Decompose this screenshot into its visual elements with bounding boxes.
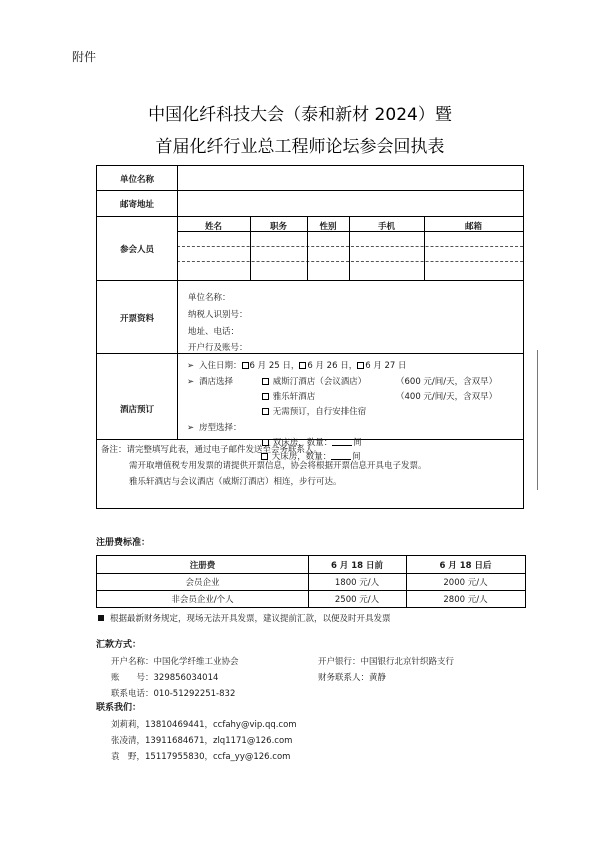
contact-person-2: 张凌清，13911684671，zlq1171@126.com xyxy=(111,736,293,746)
room-type-row xyxy=(187,421,242,433)
page-subtitle: 首届化纤行业总工程师论坛参会回执表 xyxy=(155,137,445,157)
twin-qty-field[interactable] xyxy=(332,438,352,446)
westin-price: （600 元/间/天，含双早） xyxy=(396,377,498,387)
arrow-icon: ➢ xyxy=(187,361,195,371)
checkbox[interactable] xyxy=(299,362,306,369)
fee-nonmember-label: 非会员企业/个人 xyxy=(171,595,234,605)
col-name: 姓名 xyxy=(204,222,222,232)
fee-header-type: 注册费 xyxy=(189,561,216,571)
hotel-label: 酒店预订 xyxy=(119,405,154,415)
checkin-row xyxy=(187,359,407,371)
unit-name-field[interactable] xyxy=(179,168,519,188)
fee-header-after: 6 月 18 日后 xyxy=(439,561,492,571)
hotel-option-none xyxy=(262,405,366,417)
hotel-choice-label: 酒店选择 xyxy=(199,377,234,387)
checkbox[interactable] xyxy=(242,362,249,369)
col-mobile: 手机 xyxy=(377,222,395,232)
col-email: 邮箱 xyxy=(464,222,482,232)
remit-bank: 开户银行：中国银行北京针织路支行 xyxy=(318,657,455,667)
room-unit: 间 xyxy=(353,438,362,448)
fee-note-text: 根据最新财务规定，现场无法开具发票，建议提前汇款，以便及时开具发票 xyxy=(110,614,391,624)
invoice-unit-name: 单位名称： xyxy=(188,293,231,303)
contact-person-1: 刘莉莉，13810469441，ccfahy@vip.qq.com xyxy=(111,720,297,730)
invoice-bank-account: 开户行及账号： xyxy=(188,343,248,353)
contact-heading: 联系我们： xyxy=(96,703,142,713)
note-line-3: 雅乐轩酒店与会议酒店（威斯汀酒店）相连，步行可达。 xyxy=(129,477,342,487)
attendees-label: 参会人员 xyxy=(119,245,154,255)
twin-label: 双床房，数量： xyxy=(272,438,333,448)
unit-name-label: 单位名称 xyxy=(119,175,154,185)
hotel-option-westin xyxy=(262,375,366,387)
col-gender: 性别 xyxy=(319,222,337,232)
fee-nonmember-before: 2500 元/人 xyxy=(334,595,380,605)
invoice-address-phone: 地址、电话： xyxy=(188,327,240,337)
date-option-26: 6 月 26 日， xyxy=(307,361,358,371)
remit-finance-contact: 财务联系人：黄静 xyxy=(318,673,387,683)
king-label: 大床房，数量： xyxy=(271,452,332,462)
remit-phone: 联系电话：010-51292251-832 xyxy=(111,689,236,699)
note-line-2: 需开取增值税专用发票的请提供开票信息，协会将根据开票信息开具电子发票。 xyxy=(129,461,427,471)
margin-line xyxy=(537,350,538,490)
col-title: 职务 xyxy=(269,222,287,232)
fee-member-before: 1800 元/人 xyxy=(334,578,380,588)
bullet-square-icon xyxy=(98,615,104,621)
mailing-address-field[interactable] xyxy=(179,193,519,213)
remit-account-no: 账 号：329856034014 xyxy=(111,673,219,683)
checkbox[interactable] xyxy=(262,393,269,400)
fee-header-before: 6 月 18 日前 xyxy=(330,561,384,571)
checkin-label: 入住日期： xyxy=(199,361,242,371)
hotel-option-aloft xyxy=(262,390,315,402)
fee-table xyxy=(96,555,526,608)
hotel-choice-row xyxy=(187,375,233,387)
note-line-1: 备注：请完整填写此表，通过电子邮件发送至会务联系人。 xyxy=(101,445,323,455)
remit-heading: 汇款方式： xyxy=(96,640,142,650)
arrow-icon: ➢ xyxy=(187,423,195,433)
date-option-27: 6 月 27 日 xyxy=(365,361,407,371)
aloft-name: 雅乐轩酒店 xyxy=(272,392,316,402)
room-type-label: 房型选择： xyxy=(199,423,242,433)
date-option-25: 6 月 25 日， xyxy=(249,361,300,371)
fee-note xyxy=(98,612,391,624)
invoice-tax-id: 纳税人识别号： xyxy=(188,310,248,320)
contact-person-3: 袁 野，15117955830，ccfa_yy@126.com xyxy=(111,752,291,762)
king-qty-field[interactable] xyxy=(331,452,351,460)
fee-heading: 注册费标准： xyxy=(96,538,151,548)
room-king xyxy=(261,450,361,462)
checkbox[interactable] xyxy=(261,453,268,460)
room-unit: 间 xyxy=(352,452,361,462)
checkbox[interactable] xyxy=(357,362,364,369)
fee-nonmember-after: 2800 元/人 xyxy=(443,595,488,605)
mailing-address-label: 邮寄地址 xyxy=(119,200,154,210)
aloft-price: （400 元/间/天，含双早） xyxy=(396,392,498,402)
self-arrange: 无需预订，自行安排住宿 xyxy=(272,407,367,417)
westin-name: 威斯汀酒店（会议酒店） xyxy=(272,377,367,387)
fee-member-after: 2000 元/人 xyxy=(443,578,488,588)
checkbox[interactable] xyxy=(262,378,269,385)
remit-account-name: 开户名称：中国化学纤维工业协会 xyxy=(111,657,239,667)
arrow-icon: ➢ xyxy=(187,377,195,387)
fee-member-label: 会员企业 xyxy=(185,578,220,588)
invoice-label: 开票资料 xyxy=(119,314,154,324)
attachment-label: 附件 xyxy=(72,50,97,64)
checkbox[interactable] xyxy=(262,408,269,415)
page-title: 中国化纤科技大会（泰和新材 2024）暨 xyxy=(148,105,452,125)
